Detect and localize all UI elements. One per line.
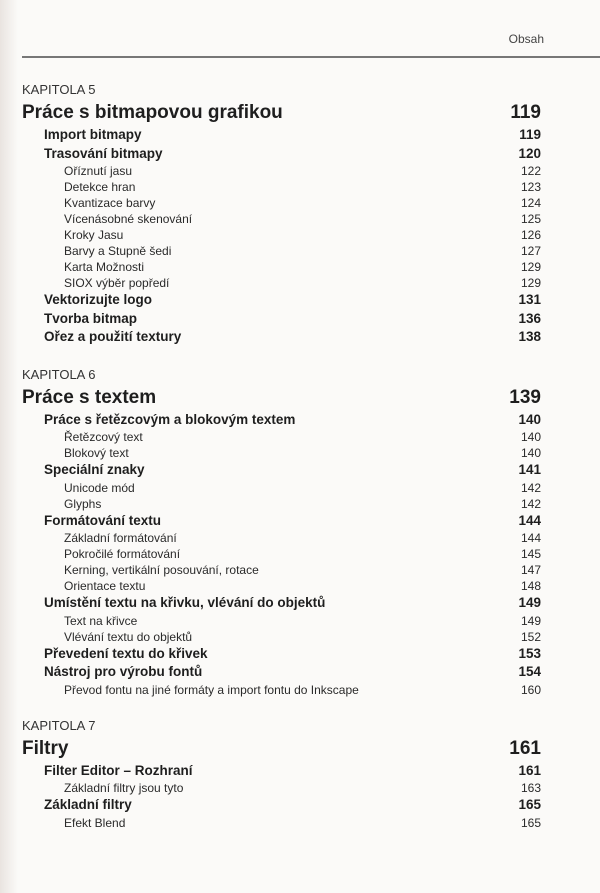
page-number: 144	[520, 531, 541, 545]
subsection-entry[interactable]	[0, 562, 600, 578]
subsection-entry[interactable]	[0, 227, 600, 243]
page-number: 140	[520, 430, 541, 444]
entry-title: Speciální znaky	[44, 462, 145, 477]
subsection-entry[interactable]	[0, 195, 600, 211]
subsection-entry[interactable]	[0, 163, 600, 179]
page-number: 140	[518, 411, 541, 427]
section-entry[interactable]	[0, 762, 600, 781]
chapter-label: KAPITOLA 7	[22, 717, 96, 733]
section-entry[interactable]	[0, 663, 600, 682]
page-number: 119	[519, 127, 541, 142]
entry-title: Formátování textu	[44, 512, 162, 528]
subsection-entry[interactable]	[0, 546, 600, 562]
section-entry[interactable]	[0, 126, 600, 145]
page-number: 149	[518, 595, 541, 610]
entry-title: Pokročilé formátování	[64, 547, 181, 561]
page-number: 138	[518, 329, 541, 344]
entry-title: Oříznutí jasu	[64, 164, 133, 178]
subsection-entry[interactable]	[0, 578, 600, 594]
chapter-title: Práce s bitmapovou grafikou	[22, 102, 283, 123]
entry-title: Vícenásobné skenování	[64, 212, 193, 226]
page-number: 163	[520, 781, 541, 795]
section-entry[interactable]	[0, 411, 600, 430]
page-number: 126	[520, 228, 541, 242]
section-entry[interactable]	[0, 145, 600, 164]
chapter-title-entry[interactable]	[0, 736, 600, 762]
subsection-entry[interactable]	[0, 275, 600, 291]
entry-title: Text na křivce	[64, 613, 138, 628]
subsection-entry[interactable]	[0, 429, 600, 445]
chapter-title: Práce s textem	[22, 386, 157, 408]
subsection-entry[interactable]	[0, 211, 600, 227]
entry-title: Blokový text	[64, 446, 129, 460]
chapter-label: KAPITOLA 6	[22, 366, 96, 382]
entry-title: Základní formátování	[64, 531, 177, 545]
page-number: 144	[518, 512, 541, 528]
section-entry[interactable]	[0, 291, 600, 310]
page-number: 127	[520, 244, 541, 258]
entry-title: Základní filtry jsou tyto	[64, 781, 184, 795]
entry-title: Tvorba bitmap	[44, 310, 138, 326]
entry-title: Detekce hran	[64, 180, 136, 194]
entry-title: Kroky Jasu	[64, 228, 124, 242]
section-entry[interactable]	[0, 645, 600, 664]
entry-title: Převod fontu na jiné formáty a import fontu do Inkscape	[64, 682, 359, 697]
entry-title: Glyphs	[64, 496, 102, 511]
page-number: 129	[520, 260, 541, 274]
page-number: 120	[518, 145, 541, 161]
page-number: 165	[520, 815, 541, 830]
entry-title: Vektorizujte logo	[44, 292, 153, 307]
entry-title: Filter Editor – Rozhraní	[44, 762, 193, 778]
page-number: 141	[518, 462, 541, 477]
page-number: 131	[518, 292, 541, 307]
subsection-entry[interactable]	[0, 243, 600, 259]
page-number: 122	[520, 164, 541, 178]
header-rule	[22, 56, 600, 58]
page-number: 123	[520, 180, 541, 194]
entry-title: Umístění textu na křivku, vlévání do objektů	[44, 595, 326, 610]
entry-title: Práce s řetězcovým a blokovým textem	[44, 411, 296, 427]
chapter-section	[0, 80, 600, 347]
entry-title: Karta Možnosti	[64, 260, 145, 274]
page-number: 139	[509, 386, 541, 408]
entry-title: Orientace textu	[64, 579, 146, 593]
subsection-entry[interactable]	[0, 815, 600, 831]
subsection-entry[interactable]	[0, 530, 600, 546]
subsection-entry[interactable]	[0, 259, 600, 275]
page-number: 129	[520, 276, 541, 290]
entry-title: Nástroj pro výrobu fontů	[44, 664, 203, 679]
subsection-entry[interactable]	[0, 682, 600, 698]
page-number: 153	[518, 645, 541, 661]
page-number: 136	[518, 310, 541, 326]
entry-title: Import bitmapy	[44, 127, 142, 142]
subsection-entry[interactable]	[0, 780, 600, 796]
page-number: 152	[520, 629, 541, 644]
entry-title: Základní filtry	[44, 797, 132, 812]
section-entry[interactable]	[0, 796, 600, 815]
page-number: 161	[509, 737, 541, 759]
running-header-title: Obsah	[508, 32, 544, 46]
entry-title: Kerning, vertikální posouvání, rotace	[64, 563, 259, 577]
page-number: 125	[520, 212, 541, 226]
entry-title: Řetězcový text	[64, 430, 143, 444]
entry-title: SIOX výběr popředí	[64, 276, 170, 290]
page-number: 142	[520, 496, 541, 511]
page-number: 165	[518, 797, 541, 812]
chapter-title-entry[interactable]	[0, 100, 600, 126]
chapter-title-entry[interactable]	[0, 385, 600, 411]
page-number: 145	[520, 547, 541, 561]
page-number: 149	[520, 613, 541, 628]
subsection-entry[interactable]	[0, 629, 600, 645]
chapter-section	[0, 716, 600, 831]
page-number: 142	[520, 480, 541, 495]
section-entry[interactable]	[0, 328, 600, 347]
page-number: 148	[520, 579, 541, 593]
entry-title: Efekt Blend	[64, 815, 126, 830]
subsection-entry[interactable]	[0, 179, 600, 195]
entry-title: Unicode mód	[64, 480, 135, 495]
page-number: 124	[520, 196, 541, 210]
subsection-entry[interactable]	[0, 445, 600, 461]
page-number: 160	[520, 682, 541, 697]
entry-title: Barvy a Stupně šedi	[64, 244, 172, 258]
section-entry[interactable]	[0, 310, 600, 329]
section-entry[interactable]	[0, 461, 600, 480]
table-of-contents	[0, 80, 600, 849]
chapter-title: Filtry	[22, 737, 69, 759]
subsection-entry[interactable]	[0, 480, 600, 496]
chapter-label: KAPITOLA 5	[22, 82, 96, 97]
page-number: 140	[520, 446, 541, 460]
page-number: 161	[518, 762, 541, 778]
entry-title: Ořez a použití textury	[44, 329, 182, 344]
page-number: 147	[520, 563, 541, 577]
page-number: 154	[518, 664, 541, 679]
subsection-entry[interactable]	[0, 496, 600, 512]
subsection-entry[interactable]	[0, 613, 600, 629]
chapter-section	[0, 365, 600, 698]
entry-title: Trasování bitmapy	[44, 145, 163, 161]
section-entry[interactable]	[0, 512, 600, 531]
page-number: 119	[510, 102, 541, 123]
section-entry[interactable]	[0, 594, 600, 613]
entry-title: Převedení textu do křivek	[44, 645, 208, 661]
entry-title: Kvantizace barvy	[64, 196, 156, 210]
entry-title: Vlévání textu do objektů	[64, 629, 193, 644]
running-header	[0, 30, 600, 60]
